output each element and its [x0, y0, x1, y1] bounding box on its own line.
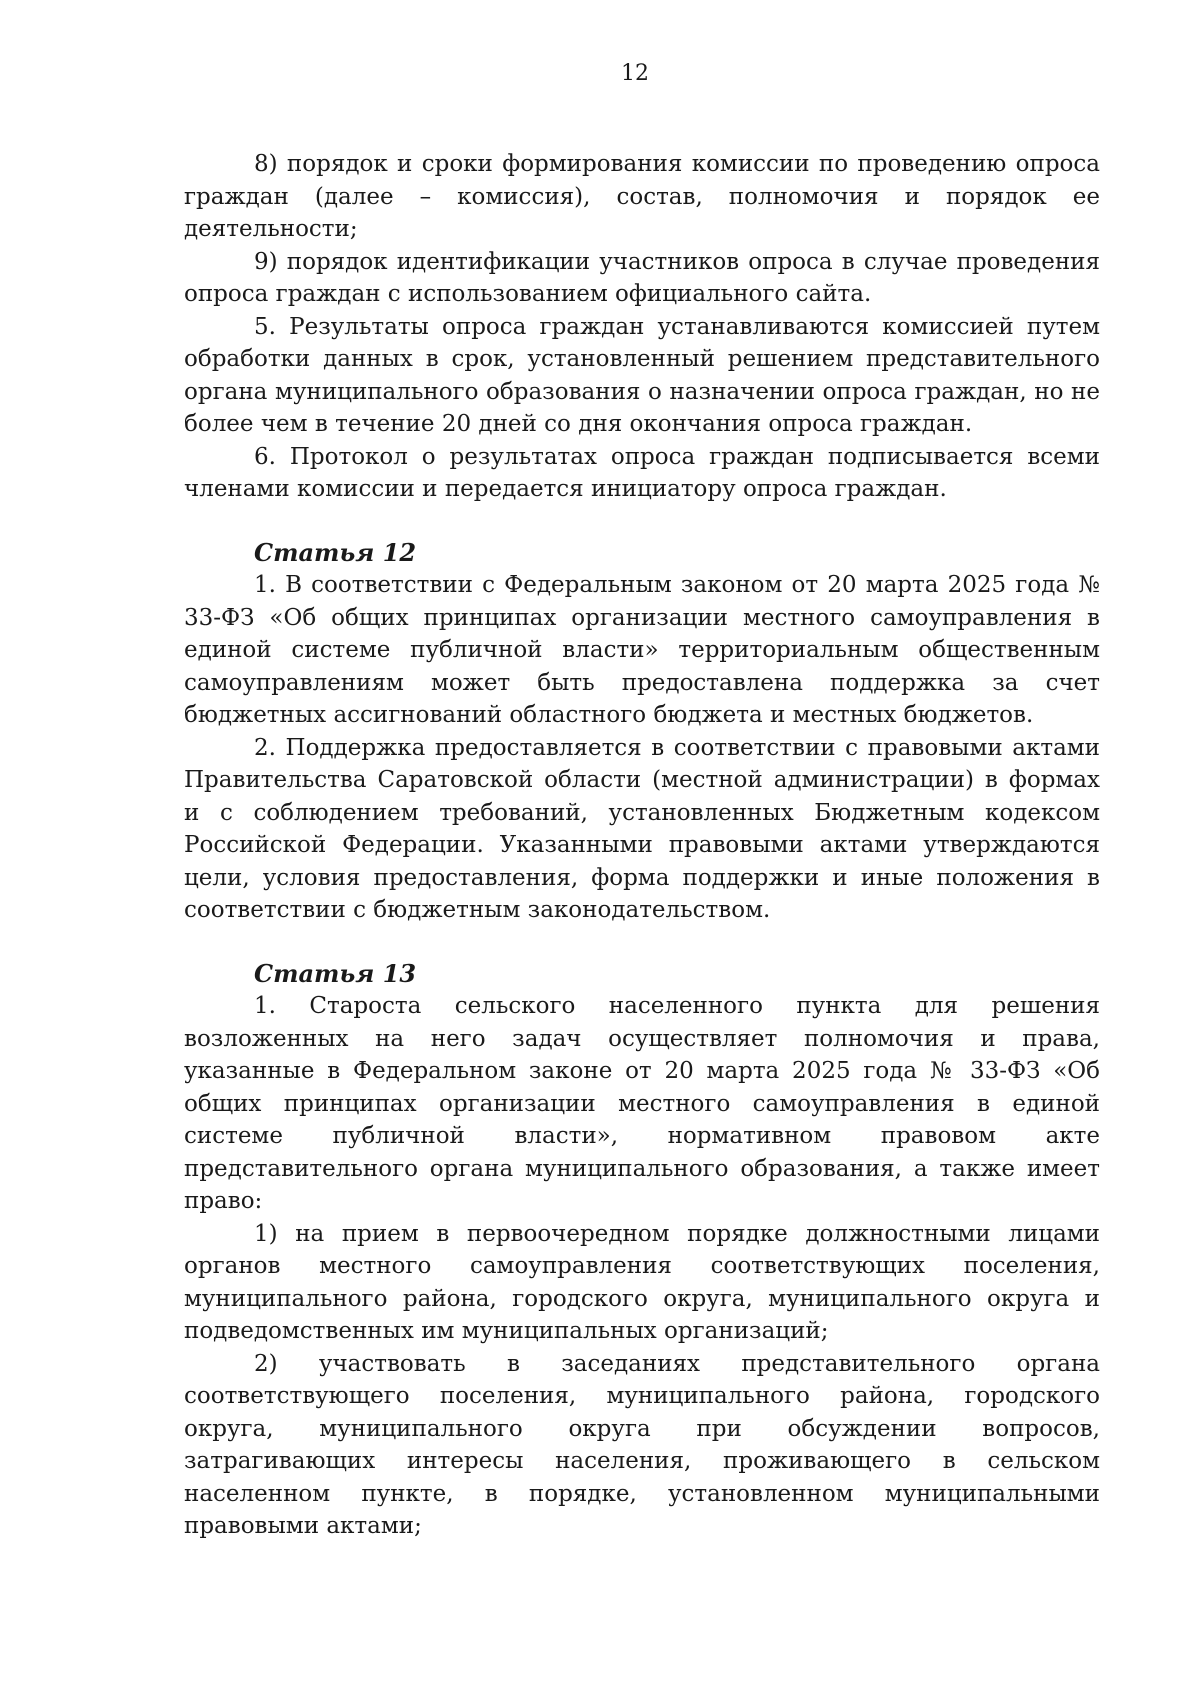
paragraph-part-5: 5. Результаты опроса граждан устанавливаются комиссией путем обработки данных в срок, установленный решением представительного органа муниципального образования о назначении опроса граждан, но не более чем в течение 20 дней со дня окончания опроса граждан.	[184, 313, 1100, 437]
paragraph-part-6: 6. Протокол о результатах опроса граждан подписывается всеми членами комиссии и передается инициатору опроса граждан.	[184, 443, 1100, 502]
paragraph-item-9: 9) порядок идентификации участников опроса в случае проведения опроса граждан с использованием официального сайта.	[184, 248, 1100, 307]
article-13-part-1: 1. Староста сельского населенного пункта для решения возложенных на него задач осуществляет полномочия и права, указанные в Федеральном законе от 20 марта 2025 года № 33-ФЗ «Об общих принципах организации местного самоуправления в единой системе публичной власти», нормативном правовом акте представительного органа муниципального образования, а также имеет право:	[184, 993, 1100, 1214]
article-12-heading: Статья 12	[254, 537, 417, 567]
article-13-heading: Статья 13	[254, 958, 417, 988]
article-13-item-1: 1) на прием в первоочередном порядке должностными лицами органов местного самоуправления соответствующих поселения, муниципального района, городского округа, муниципального округа и подведомственных им муниципальных организаций;	[184, 1220, 1100, 1344]
page-number: 12	[621, 61, 649, 86]
article-12-part-1: 1. В соответствии с Федеральным законом от 20 марта 2025 года № 33-ФЗ «Об общих принципах организации местного самоуправления в единой системе публичной власти» территориальным общественным самоуправлениям может быть предоставлена поддержка за счет бюджетных ассигнований областного бюджета и местных бюджетов.	[184, 572, 1100, 728]
article-13-item-2: 2) участвовать в заседаниях представительного органа соответствующего поселения, муниципального района, городского округа, муниципального округа при обсуждении вопросов, затрагивающих интересы населения, проживающего в сельском населенном пункте, в порядке, установленном муниципальными правовыми актами;	[184, 1350, 1100, 1539]
article-12-part-2: 2. Поддержка предоставляется в соответствии с правовыми актами Правительства Саратовской области (местной администрации) в формах и с соблюдением требований, установленных Бюджетным кодексом Российской Федерации. Указанными правовыми актами утверждаются цели, условия предоставления, форма поддержки и иные положения в соответствии с бюджетным законодательством.	[184, 734, 1100, 923]
paragraph-item-8: 8) порядок и сроки формирования комиссии по проведению опроса граждан (далее – комиссия), состав, полномочия и порядок ее деятельности;	[184, 151, 1100, 242]
document-body	[184, 148, 1100, 1543]
